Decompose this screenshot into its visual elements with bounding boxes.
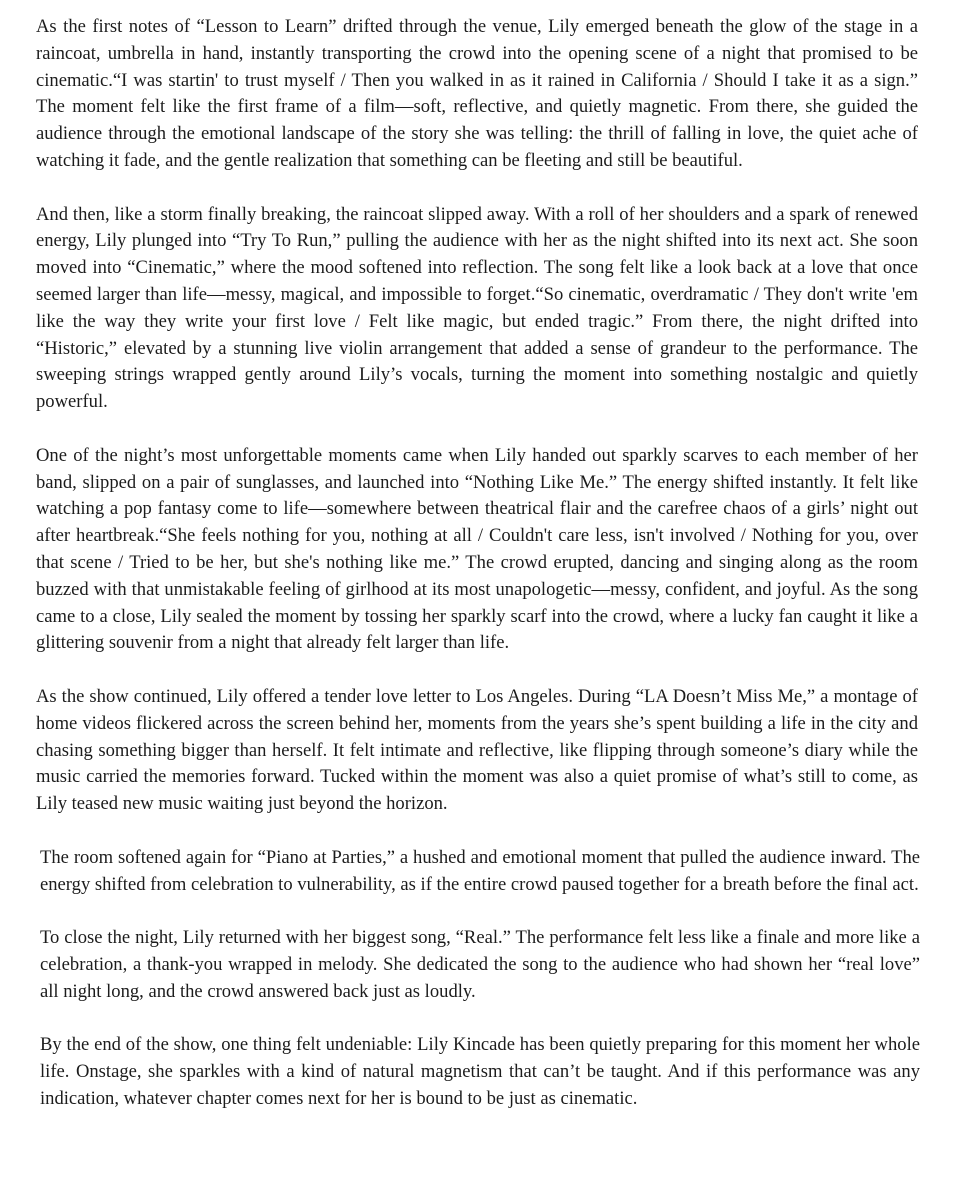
paragraph-closing: By the end of the show, one thing felt undeniable: Lily Kincade has been quietly preparing for this moment her whole life. Onstage, she sparkles with a kind of natural magnetism that can’t be taught. And if this performance was any indication, whatever chapter comes next for her is bound to be just as cinematic. (40, 1034, 920, 1109)
article-body (36, 14, 918, 1139)
paragraph-real: To close the night, Lily returned with her biggest song, “Real.” The performance felt less like a finale and more like a celebration, a thank-you wrapped in melody. She dedicated the song to the audience who had shown her “real love” all night long, and the crowd answered back just as loudly. (40, 927, 920, 1002)
paragraph-opening: As the first notes of “Lesson to Learn” drifted through the venue, Lily emerged beneath the glow of the stage in a raincoat, umbrella in hand, instantly transporting the crowd into the opening scene of a night that promised to be cinematic.“I was startin' to trust myself / Then you walked in as it rained in California / Should I take it as a sign.” The moment felt like the first frame of a film—soft, reflective, and quietly magnetic. From there, she guided the audience through the emotional landscape of the story she was telling: the thrill of falling in love, the quiet ache of watching it fade, and the gentle realization that something can be fleeting and still be beautiful. (36, 16, 918, 171)
paragraph-los-angeles: As the show continued, Lily offered a tender love letter to Los Angeles. During “LA Doesn’t Miss Me,” a montage of home videos flickered across the screen behind her, moments from the years she’s spent building a life in the city and chasing something bigger than herself. It felt intimate and reflective, like flipping through someone’s diary while the music carried the memories forward. Tucked within the moment was also a quiet promise of what’s still to come, as Lily teased new music waiting just beyond the horizon. (36, 685, 918, 815)
paragraph-piano-at-parties: The room softened again for “Piano at Parties,” a hushed and emotional moment that pulled the audience inward. The energy shifted from celebration to vulnerability, as if the entire crowd paused together for a breath before the final act. (40, 846, 920, 895)
paragraph-raincoat: And then, like a storm finally breaking, the raincoat slipped away. With a roll of her shoulders and a spark of renewed energy, Lily plunged into “Try To Run,” pulling the audience with her as the night shifted into its next act. She soon moved into “Cinematic,” where the mood softened into reflection. The song felt like a look back at a love that once seemed larger than life—messy, magical, and impossible to forget.“So cinematic, overdramatic / They don't write 'em like the way they write your first love / Felt like magic, but ended tragic.” From there, the night drifted into “Historic,” elevated by a stunning live violin arrangement that added a sense of grandeur to the performance. The sweeping strings wrapped gently around Lily’s vocals, turning the moment into something nostalgic and quietly powerful. (36, 203, 918, 413)
paragraph-nothing-like-me: One of the night’s most unforgettable moments came when Lily handed out sparkly scarves to each member of her band, slipped on a pair of sunglasses, and launched into “Nothing Like Me.” The energy shifted instantly. It felt like watching a pop fantasy come to life—somewhere between theatrical flair and the carefree chaos of a girls’ night out after heartbreak.“She feels nothing for you, nothing at all / Couldn't care less, isn't involved / Nothing for you, over that scene / Tried to be her, but she's nothing like me.” The crowd erupted, dancing and singing along as the room buzzed with that unmistakable feeling of girlhood at its most unapologetic—messy, confident, and joyful. As the song came to a close, Lily sealed the moment by tossing her sparkly scarf into the crowd, where a lucky fan caught it like a glittering souvenir from a night that already felt larger than life. (36, 444, 918, 654)
